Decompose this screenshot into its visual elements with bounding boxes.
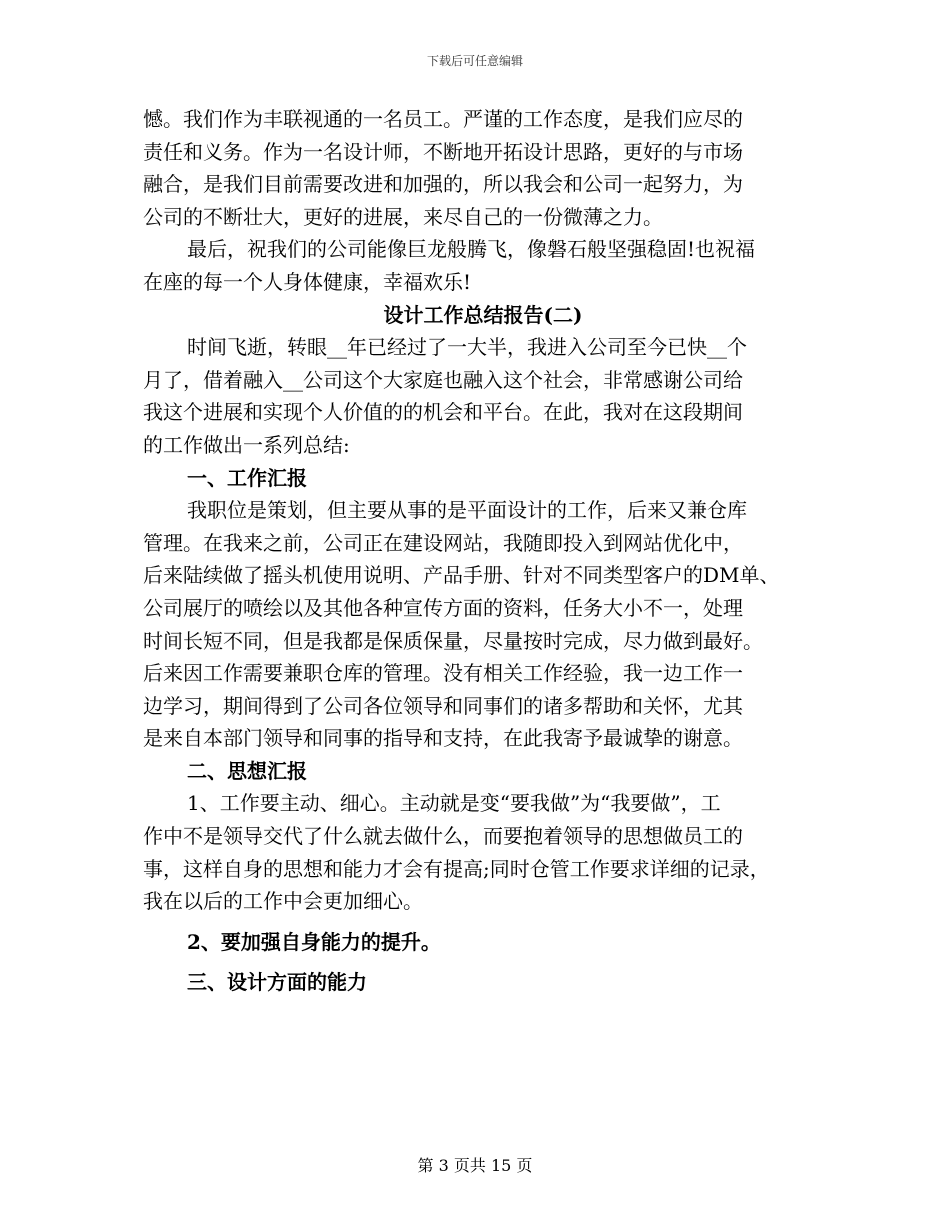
section-heading: 二、思想汇报 <box>187 758 307 783</box>
text-line: 时间长短不同，但是我都是保质保量，尽量按时完成，尽力做到最好。 <box>143 628 763 653</box>
section-title: 设计工作总结报告(二) <box>383 302 583 327</box>
text-line: 后来陆续做了摇头机使用说明、产品手册、针对不同类型客户的DM单、 <box>143 563 780 588</box>
page-footer: 第 3 页共 15 页 <box>417 1156 533 1175</box>
text-line: 公司的不断壮大，更好的进展，来尽自己的一份微薄之力。 <box>143 204 663 229</box>
text-line: 憾。我们作为丰联视通的一名员工。严谨的工作态度，是我们应尽的 <box>143 107 743 131</box>
text-line: 事，这样自身的思想和能力才会有提高;同时仓管工作要求详细的记录， <box>143 856 770 881</box>
text-line: 责任和义务。作为一名设计师，不断地开拓设计思路，更好的与市场 <box>143 139 743 164</box>
paragraph-first-line: 我职位是策划，但主要从事的是平面设计的工作，后来又兼仓库 <box>187 498 747 523</box>
page-header: 下载后可任意编辑 <box>426 54 523 68</box>
section-heading: 三、设计方面的能力 <box>187 970 367 995</box>
text-line: 边学习，期间得到了公司各位领导和同事们的诸多帮助和关怀，尤其 <box>143 693 743 718</box>
paragraph-gap <box>143 958 823 966</box>
text-line: 我这个进展和实现个人价值的的机会和平台。在此，我对在这段期间 <box>143 400 743 425</box>
section-heading: 2、要加强自身能力的提升。 <box>187 929 441 954</box>
paragraph-first-line: 1、工作要主动、细心。主动就是变“要我做”为“我要做”，工 <box>187 791 721 816</box>
paragraph-first-line: 最后，祝我们的公司能像巨龙般腾飞，像磐石般坚强稳固!也祝福 <box>187 237 756 262</box>
text-line: 的工作做出一系列总结: <box>143 432 350 457</box>
text-line: 是来自本部门领导和同事的指导和支持，在此我寄予最诚挚的谢意。 <box>143 726 743 751</box>
text-line: 管理。在我来之前，公司正在建设网站，我随即投入到网站优化中， <box>143 530 743 555</box>
text-line: 在座的每一个人身体健康，幸福欢乐! <box>143 269 472 294</box>
text-line: 月了，借着融入__公司这个大家庭也融入这个社会，非常感谢公司给 <box>143 367 743 392</box>
text-line: 公司展厅的喷绘以及其他各种宣传方面的资料，任务大小不一，处理 <box>143 595 743 620</box>
document-body <box>143 103 823 999</box>
paragraph-first-line: 时间飞逝，转眼__年已经过了一大半，我进入公司至今已快__个 <box>187 335 747 360</box>
text-line: 我在以后的工作中会更加细心。 <box>143 889 423 914</box>
paragraph-gap <box>143 918 823 926</box>
section-heading: 一、工作汇报 <box>187 465 307 490</box>
text-line: 作中不是领导交代了什么就去做什么，而要抱着领导的思想做员工的 <box>143 824 743 849</box>
text-line: 融合，是我们目前需要改进和加强的，所以我会和公司一起努力，为 <box>143 172 743 197</box>
text-line: 后来因工作需要兼职仓库的管理。没有相关工作经验，我一边工作一 <box>143 661 743 686</box>
